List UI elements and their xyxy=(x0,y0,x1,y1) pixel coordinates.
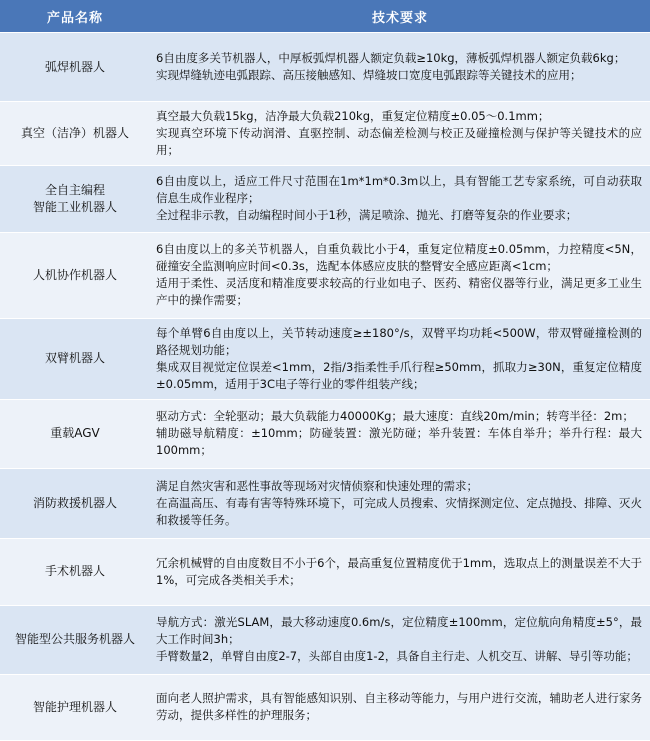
product-name-text: 重载AGV xyxy=(50,426,100,441)
tech-requirement-text: 全过程非示教，自动编程时间小于1秒，满足喷涂、抛光、打磨等复杂的作业要求； xyxy=(156,208,578,223)
product-name-cell xyxy=(0,318,150,399)
product-name-text: 智能工业机器人 xyxy=(32,199,117,214)
product-name-cell xyxy=(0,165,150,232)
product-name-cell xyxy=(0,233,150,319)
header-product-name: 产品名称 xyxy=(0,0,150,33)
tech-requirement-cell xyxy=(150,318,650,399)
product-name-text: 双臂机器人 xyxy=(44,351,105,366)
tech-requirement-cell xyxy=(150,399,650,468)
tech-requirement-cell xyxy=(150,165,650,232)
header-tech-requirements: 技术要求 xyxy=(150,0,650,33)
tech-requirement-cell xyxy=(150,233,650,319)
product-name-cell xyxy=(0,674,150,740)
tech-requirement-text: 辅助磁导航精度：±10mm；防碰装置：激光防碰；举升装置：车体自举升；举升行程：最大100mm； xyxy=(156,426,642,458)
tech-requirement-cell xyxy=(150,102,650,166)
product-name-text: 手术机器人 xyxy=(44,564,105,579)
tech-requirement-text: 适用于柔性、灵活度和精准度要求较高的行业如电子、医药、精密仪器等行业，满足更多工业生产中的操作需要； xyxy=(156,276,642,308)
product-name-cell xyxy=(0,33,150,102)
product-name-cell xyxy=(0,605,150,674)
tech-requirement-text: 6自由度以上，适应工件尺寸范围在1m*1m*0.3m以上，具有智能工艺专家系统，可自动获取信息生成作业程序； xyxy=(156,174,642,206)
tech-requirement-cell xyxy=(150,33,650,102)
product-name-text: 智能护理机器人 xyxy=(32,699,117,714)
tech-requirement-cell xyxy=(150,674,650,740)
product-name-text: 真空（洁净）机器人 xyxy=(20,126,129,141)
table-row xyxy=(0,674,650,740)
table-row xyxy=(0,33,650,102)
tech-requirement-cell xyxy=(150,605,650,674)
table-row xyxy=(0,165,650,232)
tech-requirement-cell xyxy=(150,538,650,605)
tech-requirement-text: 实现真空环境下传动润滑、直驱控制、动态偏差检测与校正及碰撞检测与保护等关键技术的应用； xyxy=(156,126,642,158)
table-row xyxy=(0,318,650,399)
product-name-text: 弧焊机器人 xyxy=(44,59,105,74)
product-name-text: 人机协作机器人 xyxy=(32,267,117,282)
tech-requirement-text: 满足自然灾害和恶性事故等现场对灾情侦察和快速处理的需求； xyxy=(156,478,478,493)
product-name-cell xyxy=(0,102,150,166)
product-name-text: 全自主编程 xyxy=(44,182,105,197)
product-name-text: 消防救援机器人 xyxy=(32,495,117,510)
table-row xyxy=(0,399,650,468)
table-row xyxy=(0,605,650,674)
tech-requirement-text: 真空最大负载15kg，洁净最大负载210kg，重复定位精度±0.05～0.1mm； xyxy=(156,109,550,124)
tech-requirement-text: 实现焊缝轨迹电弧跟踪、高压接触感知、焊缝坡口宽度电弧跟踪等关键技术的应用； xyxy=(156,68,582,83)
product-name-cell xyxy=(0,399,150,468)
product-name-cell xyxy=(0,468,150,538)
tech-requirement-text: 6自由度以上的多关节机器人，自重负载比小于4，重复定位精度±0.05mm，力控精度<5N，碰撞安全监测响应时间<0.3s，选配本体感应皮肤的整臂安全感应距离<1cm； xyxy=(156,242,642,274)
table-row xyxy=(0,538,650,605)
table-header-row xyxy=(0,0,650,33)
tech-requirement-text: 在高温高压、有毒有害等特殊环境下，可完成人员搜索、灾情探测定位、定点抛投、排障、灭火和救援等任务。 xyxy=(156,495,642,527)
tech-requirement-text: 每个单臂6自由度以上，关节转动速度≥±180°/s，双臂平均功耗<500W，带双臂碰撞检测的路径规划功能； xyxy=(156,325,642,357)
tech-requirement-text: 集成双目视觉定位误差<1mm，2指/3指柔性手爪行程≥50mm，抓取力≥30N，重复定位精度±0.05mm，适用于3C电子等行业的零件组装产线； xyxy=(156,359,642,391)
product-name-text: 智能型公共服务机器人 xyxy=(14,632,135,647)
product-name-cell xyxy=(0,538,150,605)
tech-requirement-cell xyxy=(150,468,650,538)
table-row xyxy=(0,233,650,319)
tech-requirement-text: 驱动方式：全轮驱动；最大负载能力40000Kg；最大速度：直线20m/min；转弯半径：2m； xyxy=(156,409,634,424)
table-row xyxy=(0,468,650,538)
tech-requirement-text: 手臂数量2，单臂自由度2-7，头部自由度1-2，具备自主行走、人机交互、讲解、导引等功能； xyxy=(156,649,638,664)
tech-requirement-text: 冗余机械臂的自由度数目不小于6个，最高重复位置精度优于1mm，选取点上的测量误差不大于1%，可完成各类相关手术； xyxy=(156,555,642,587)
tech-requirement-text: 面向老人照护需求，具有智能感知识别、自主移动等能力，与用户进行交流，辅助老人进行家务劳动，提供多样性的护理服务； xyxy=(156,691,642,723)
tech-requirement-text: 6自由度多关节机器人，中厚板弧焊机器人额定负载≥10kg，薄板弧焊机器人额定负载6kg； xyxy=(156,51,626,66)
table-row xyxy=(0,102,650,166)
tech-requirement-text: 导航方式：激光SLAM，最大移动速度0.6m/s，定位精度±100mm，定位航向角精度±5°，最大工作时间3h； xyxy=(156,615,642,647)
table-body xyxy=(0,33,650,741)
